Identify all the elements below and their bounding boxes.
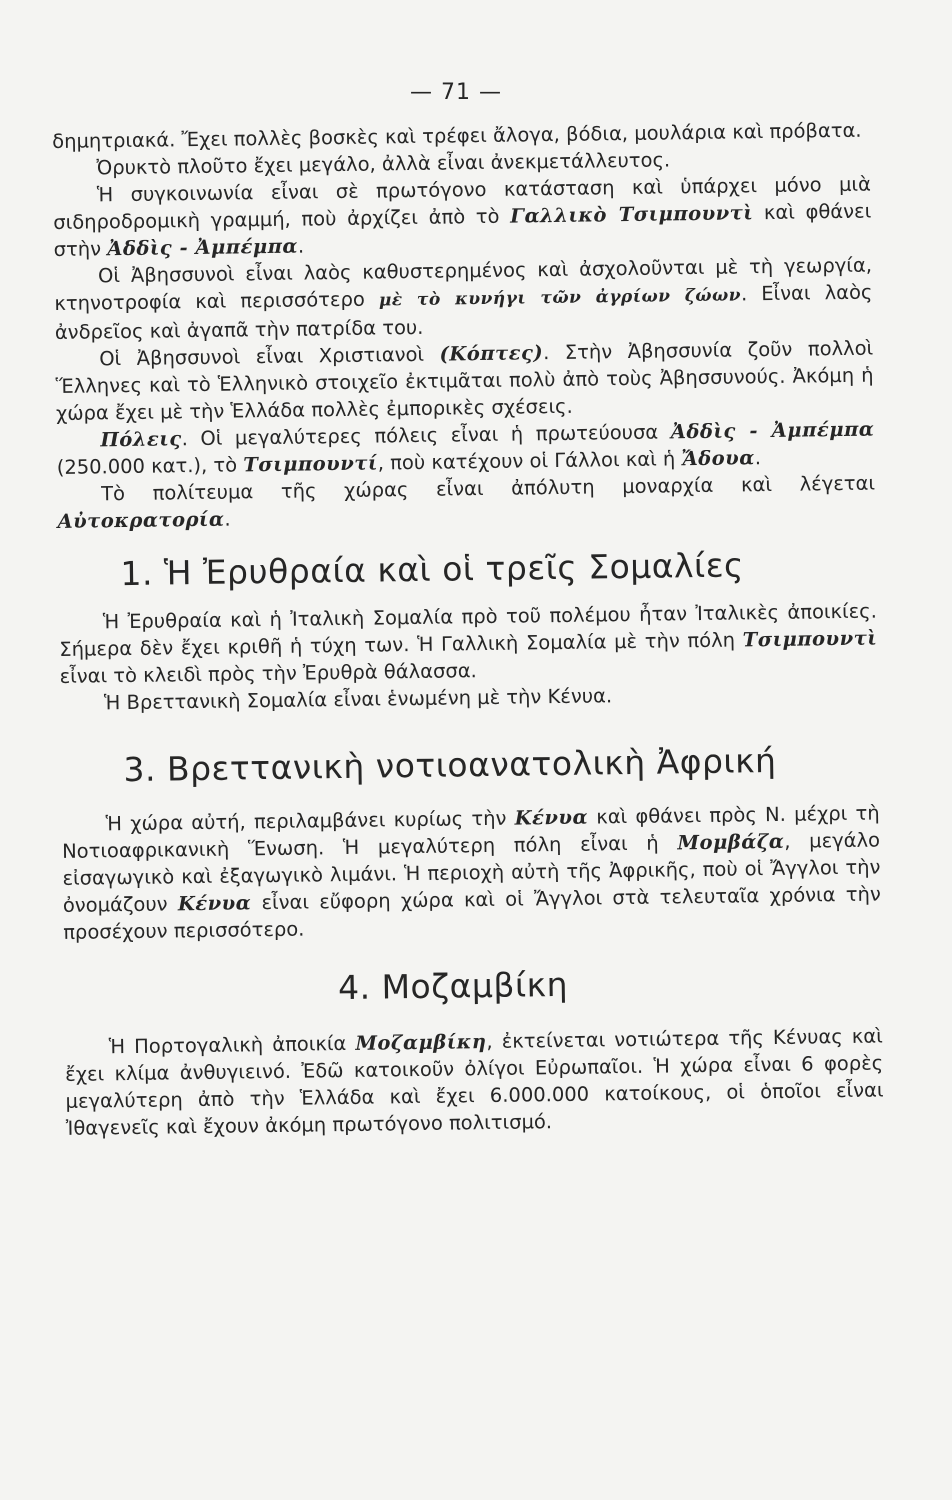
text-run: Οἱ Ἀβησσυνοὶ εἶναι Χριστιανοὶ <box>99 342 440 371</box>
paragraph-transport <box>53 171 872 263</box>
page-number: — 71 — <box>410 80 502 105</box>
page-body <box>52 117 884 1142</box>
paragraph-eritrea <box>59 598 878 690</box>
text-run: . <box>224 507 231 531</box>
text-run: , μεγάλο εἰσαγωγικὸ καὶ ἐξαγωγικὸ λιμάνι. Ἡ περιοχὴ αὐτὴ τῆς Ἀφρικῆς, ποὺ οἱ Ἄγγλοι τὴν ὀνομάζουν <box>62 828 881 917</box>
emphasis-term: Πόλεις <box>100 427 182 452</box>
text-run: Ἡ Ἐρυθραία καὶ ἡ Ἰταλικὴ Σομαλία πρὸ τοῦ πολέμου ἦταν Ἰταλικὲς ἀποικίες. Σήμερα δὲν ἔχει κριθῆ ἡ τύχη των. Ἡ Γαλλικὴ Σομαλία μὲ τὴν πόλη <box>59 599 877 661</box>
emphasis-term: Γαλλικὸ Τσιμπουντὶ <box>510 201 754 228</box>
emphasis-term: Μοζαμβίκη <box>355 1030 487 1055</box>
text-run: . Εἶναι λαὸς ἀνδρεῖος καὶ ἀγαπᾶ τὴν πατρίδα του. <box>54 280 873 344</box>
text-run: (250.000 κατ.), τὸ <box>56 453 244 479</box>
text-run: καὶ φθάνει πρὸς Ν. μέχρι τὴ Νοτιοαφρικανικὴ Ἕνωση. Ἡ μεγαλύτερη πόλη εἶναι ἡ <box>61 801 880 863</box>
text-run: Τὸ πολίτευμα τῆς χώρας εἶναι ἀπόλυτη μοναρχία καὶ λέγεται <box>100 471 876 506</box>
heading-eritrea-somalias: 1. Ἡ Ἐρυθραία καὶ οἱ τρεῖς Σομαλίες <box>120 545 745 594</box>
text-run: Οἱ Ἀβησσυνοὶ εἶναι λαὸς καθυστερημένος καὶ ἀσχολοῦνται μὲ τὴ γεωργία, κτηνοτροφία καὶ περισσότερο <box>54 253 873 315</box>
heading-british-east-africa: 3. Βρεττανικὴ νοτιοανατολικὴ Ἀφρική <box>123 740 777 790</box>
emphasis-term: μὲ τὸ κυνήγι τῶν ἀγρίων ζώων <box>378 285 742 311</box>
text-run: . <box>754 446 762 470</box>
text-run: καὶ φθάνει στὴν <box>53 199 872 261</box>
text-run: Ἡ Βρεττανικὴ Σομαλία εἶναι ἑνωμένη μὲ τὴν Κένυα. <box>103 684 613 715</box>
text-run: εἶναι εὔφορη χώρα καὶ οἱ Ἄγγλοι στὰ τελευταῖα χρόνια τὴν προσέχουν περισσότερο. <box>63 882 881 944</box>
text-run: εἶναι τὸ κλειδὶ πρὸς τὴν Ἐρυθρὰ θάλασσα. <box>59 659 477 688</box>
emphasis-term: Τσιμπουντί <box>243 451 378 477</box>
text-run: . Οἱ μεγαλύτερες πόλεις εἶναι ἡ πρωτεύουσα <box>181 420 671 451</box>
paragraph-government <box>57 470 876 535</box>
emphasis-term: (Κόπτες) <box>439 341 544 366</box>
text-run: , ἐκτείνεται νοτιώτερα τῆς Κένυας καὶ ἔχει κλίμα ἀνθυγιεινό. Ἐδῶ κατοικοῦν ὀλίγοι Εὐρωπαῖοι. Ἡ χώρα εἶναι 6 φορὲς μεγαλύτερη ἀπὸ τὴν Ἑλλάδα καὶ ἔχει 6.000.000 κατοίκους, οἱ ὁποῖοι εἶναι Ἰθαγενεῖς καὶ ἔχουν ἀκόμη πρωτόγονο πολιτισμό. <box>65 1024 884 1140</box>
emphasis-term: Ἀδδὶς - Ἀμπέμπα <box>670 417 875 444</box>
paragraph-religion <box>55 335 874 427</box>
text-run: Ὀρυκτὸ πλοῦτο ἔχει μεγάλο, ἀλλὰ εἶναι ἀνεκμετάλλευτος. <box>96 148 671 180</box>
emphasis-term: Τσιμπουντὶ <box>742 626 878 652</box>
emphasis-term: Κένυα <box>514 805 589 830</box>
text-run: δημητριακά. Ἔχει πολλὲς βοσκὲς καὶ τρέφει ἄλογα, βόδια, μουλάρια καὶ πρόβατα. <box>52 118 862 153</box>
emphasis-term: Κένυα <box>177 891 252 916</box>
text-run: Ἡ χώρα αὐτή, περιλαμβάνει κυρίως τὴν <box>105 806 515 836</box>
paragraph-people <box>54 252 873 346</box>
text-run: Ἡ συγκοινωνία εἶναι σὲ πρωτόγονο κατάσταση καὶ ὑπάρχει μόνο μιὰ σιδηροδρομικὴ γραμμή, ποὺ ἀρχίζει ἀπὸ τὸ <box>53 172 872 234</box>
emphasis-term: Μομβάζα <box>677 829 785 855</box>
text-run: . <box>297 234 305 258</box>
text-run: , ποὺ κατέχουν οἱ Γάλλοι καὶ ἡ <box>377 447 682 475</box>
emphasis-term: Ἀδδὶς - Ἀμπέμπα <box>107 234 299 261</box>
emphasis-term: Αὐτοκρατορία <box>57 507 225 533</box>
emphasis-term: Ἄδουα <box>681 446 755 471</box>
text-run: Ἡ Πορτογαλικὴ ἀποικία <box>108 1031 356 1059</box>
paragraph-kenya <box>62 800 882 946</box>
heading-mozambique: 4. Μοζαμβίκη <box>337 964 569 1008</box>
paragraph-mozambique <box>65 1022 884 1141</box>
text-run: . Στὴν Ἀβησσυνία ζοῦν πολλοὶ Ἕλληνες καὶ τὸ Ἑλληνικὸ στοιχεῖο ἐκτιμᾶται πολὺ ἀπὸ τοὺς Ἀβησσυνούς. Ἀκόμη ἡ χώρα ἔχει μὲ τὴν Ἑλλάδα πολλὲς ἐμπορικὲς σχέσεις. <box>55 336 874 425</box>
